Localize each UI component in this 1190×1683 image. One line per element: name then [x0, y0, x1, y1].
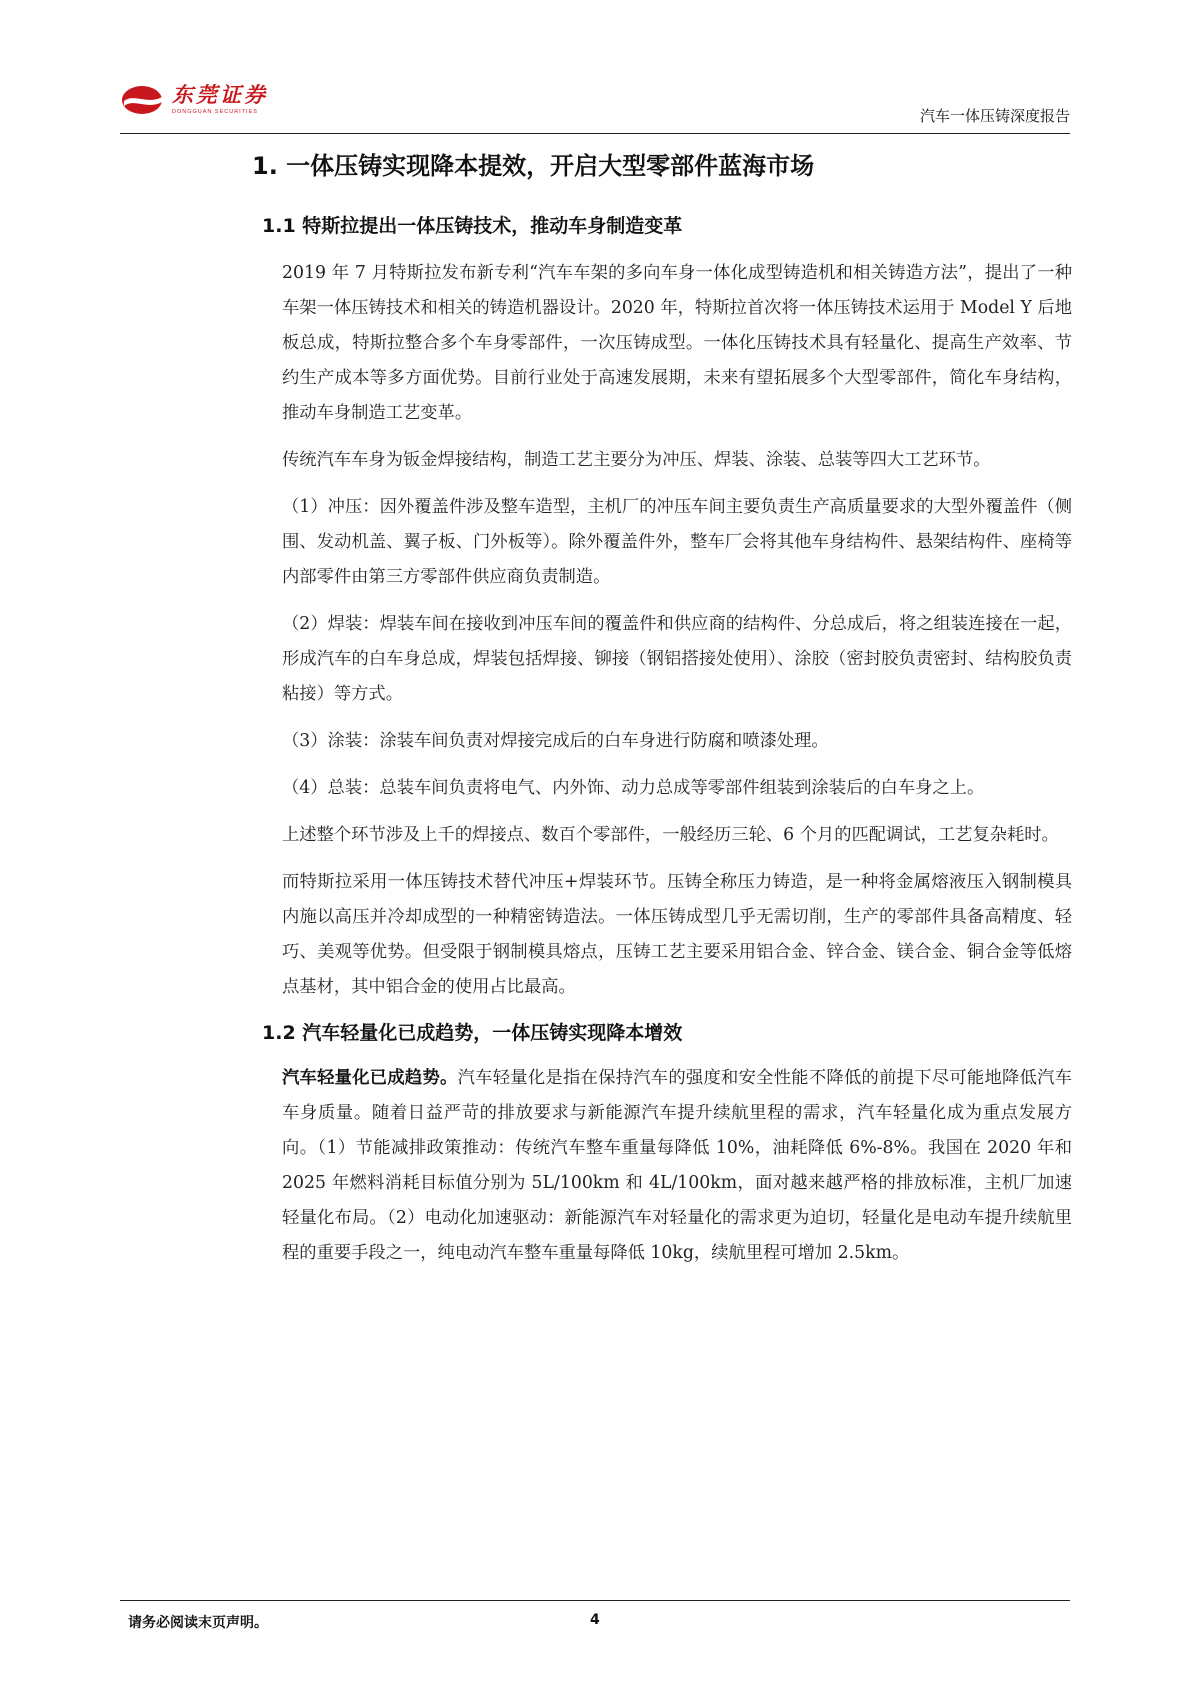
brand-logo	[120, 82, 268, 126]
subsection-heading-1-1: 1.1 特斯拉提出一体压铸技术，推动车身制造变革	[262, 215, 683, 237]
paragraph: （1）冲压：因外覆盖件涉及整车造型，主机厂的冲压车间主要负责生产高质量要求的大型外覆盖件（侧围、发动机盖、翼子板、门外板等）。除外覆盖件外，整车厂会将其他车身结构件、悬架结构件、座椅等内部零件由第三方零部件供应商负责制造。	[282, 497, 1072, 587]
paragraph	[282, 1061, 1072, 1271]
disclaimer-note: 请务必阅读末页声明。	[128, 1615, 268, 1631]
paragraph-lead: 汽车轻量化已成趋势。	[282, 1068, 458, 1088]
dongguan-logo-icon	[120, 82, 164, 118]
page-footer	[120, 1600, 1070, 1631]
logo-english-name: DONGGUAN SECURITIES	[172, 109, 258, 115]
paragraph: （3）涂装：涂装车间负责对焊接完成后的白车身进行防腐和喷漆处理。	[282, 731, 829, 751]
section-heading-1: 1. 一体压铸实现降本提效，开启大型零部件蓝海市场	[252, 152, 815, 180]
page-header	[120, 78, 1070, 134]
paragraph: 传统汽车车身为钣金焊接结构，制造工艺主要分为冲压、焊装、涂装、总装等四大工艺环节。	[282, 450, 991, 470]
paragraph: 而特斯拉采用一体压铸技术替代冲压+焊装环节。压铸全称压力铸造，是一种将金属熔液压入钢制模具内施以高压并冷却成型的一种精密铸造法。一体压铸成型几乎无需切削，生产的零部件具备高精度、轻巧、美观等优势。但受限于钢制模具熔点，压铸工艺主要采用铝合金、锌合金、镁合金、铜合金等低熔点基材，其中铝合金的使用占比最高。	[282, 872, 1072, 997]
paragraph: （2）焊装：焊装车间在接收到冲压车间的覆盖件和供应商的结构件、分总成后，将之组装连接在一起，形成汽车的白车身总成，焊装包括焊接、铆接（钢铝搭接处使用）、涂胶（密封胶负责密封、结构胶负责粘接）等方式。	[282, 614, 1072, 704]
paragraph: 2019 年 7 月特斯拉发布新专利“汽车车架的多向车身一体化成型铸造机和相关铸造方法”，提出了一种车架一体压铸技术和相关的铸造机器设计。2020 年，特斯拉首次将一体压铸技术运用于 Model Y 后地板总成，特斯拉整合多个车身零部件，一次压铸成型。一体化压铸技术具有轻量化、提高生产效率、节约生产成本等多方面优势。目前行业处于高速发展期，未来有望拓展多个大型零部件，简化车身结构，推动车身制造工艺变革。	[282, 263, 1072, 423]
paragraph-body: 汽车轻量化是指在保持汽车的强度和安全性能不降低的前提下尽可能地降低汽车车身质量。随着日益严苛的排放要求与新能源汽车提升续航里程的需求，汽车轻量化成为重点发展方向。（1）节能减排政策推动：传统汽车整车重量每降低 10%，油耗降低 6%-8%。我国在 2020 年和 2025 年燃料消耗目标值分别为 5L/100km 和 4L/100km，面对越来越严格的排放标准，主机厂加速轻量化布局。（2）电动化加速驱动：新能源汽车对轻量化的需求更为迫切，轻量化是电动车提升续航里程的重要手段之一，纯电动汽车整车重量每降低 10kg，续航里程可增加 2.5km。	[282, 1068, 1072, 1263]
main-content	[252, 150, 1072, 1271]
report-title: 汽车一体压铸深度报告	[919, 107, 1070, 125]
logo-chinese-name: 东莞证券	[172, 83, 268, 107]
footer-divider	[120, 1600, 1070, 1601]
paragraph: （4）总装：总装车间负责将电气、内外饰、动力总成等零部件组装到涂装后的白车身之上。	[282, 778, 985, 798]
page-number: 4	[590, 1612, 600, 1628]
subsection-heading-1-2: 1.2 汽车轻量化已成趋势，一体压铸实现降本增效	[262, 1022, 683, 1044]
paragraph: 上述整个环节涉及上千的焊接点、数百个零部件，一般经历三轮、6 个月的匹配调试，工艺复杂耗时。	[282, 825, 1059, 845]
header-divider	[120, 133, 1070, 134]
